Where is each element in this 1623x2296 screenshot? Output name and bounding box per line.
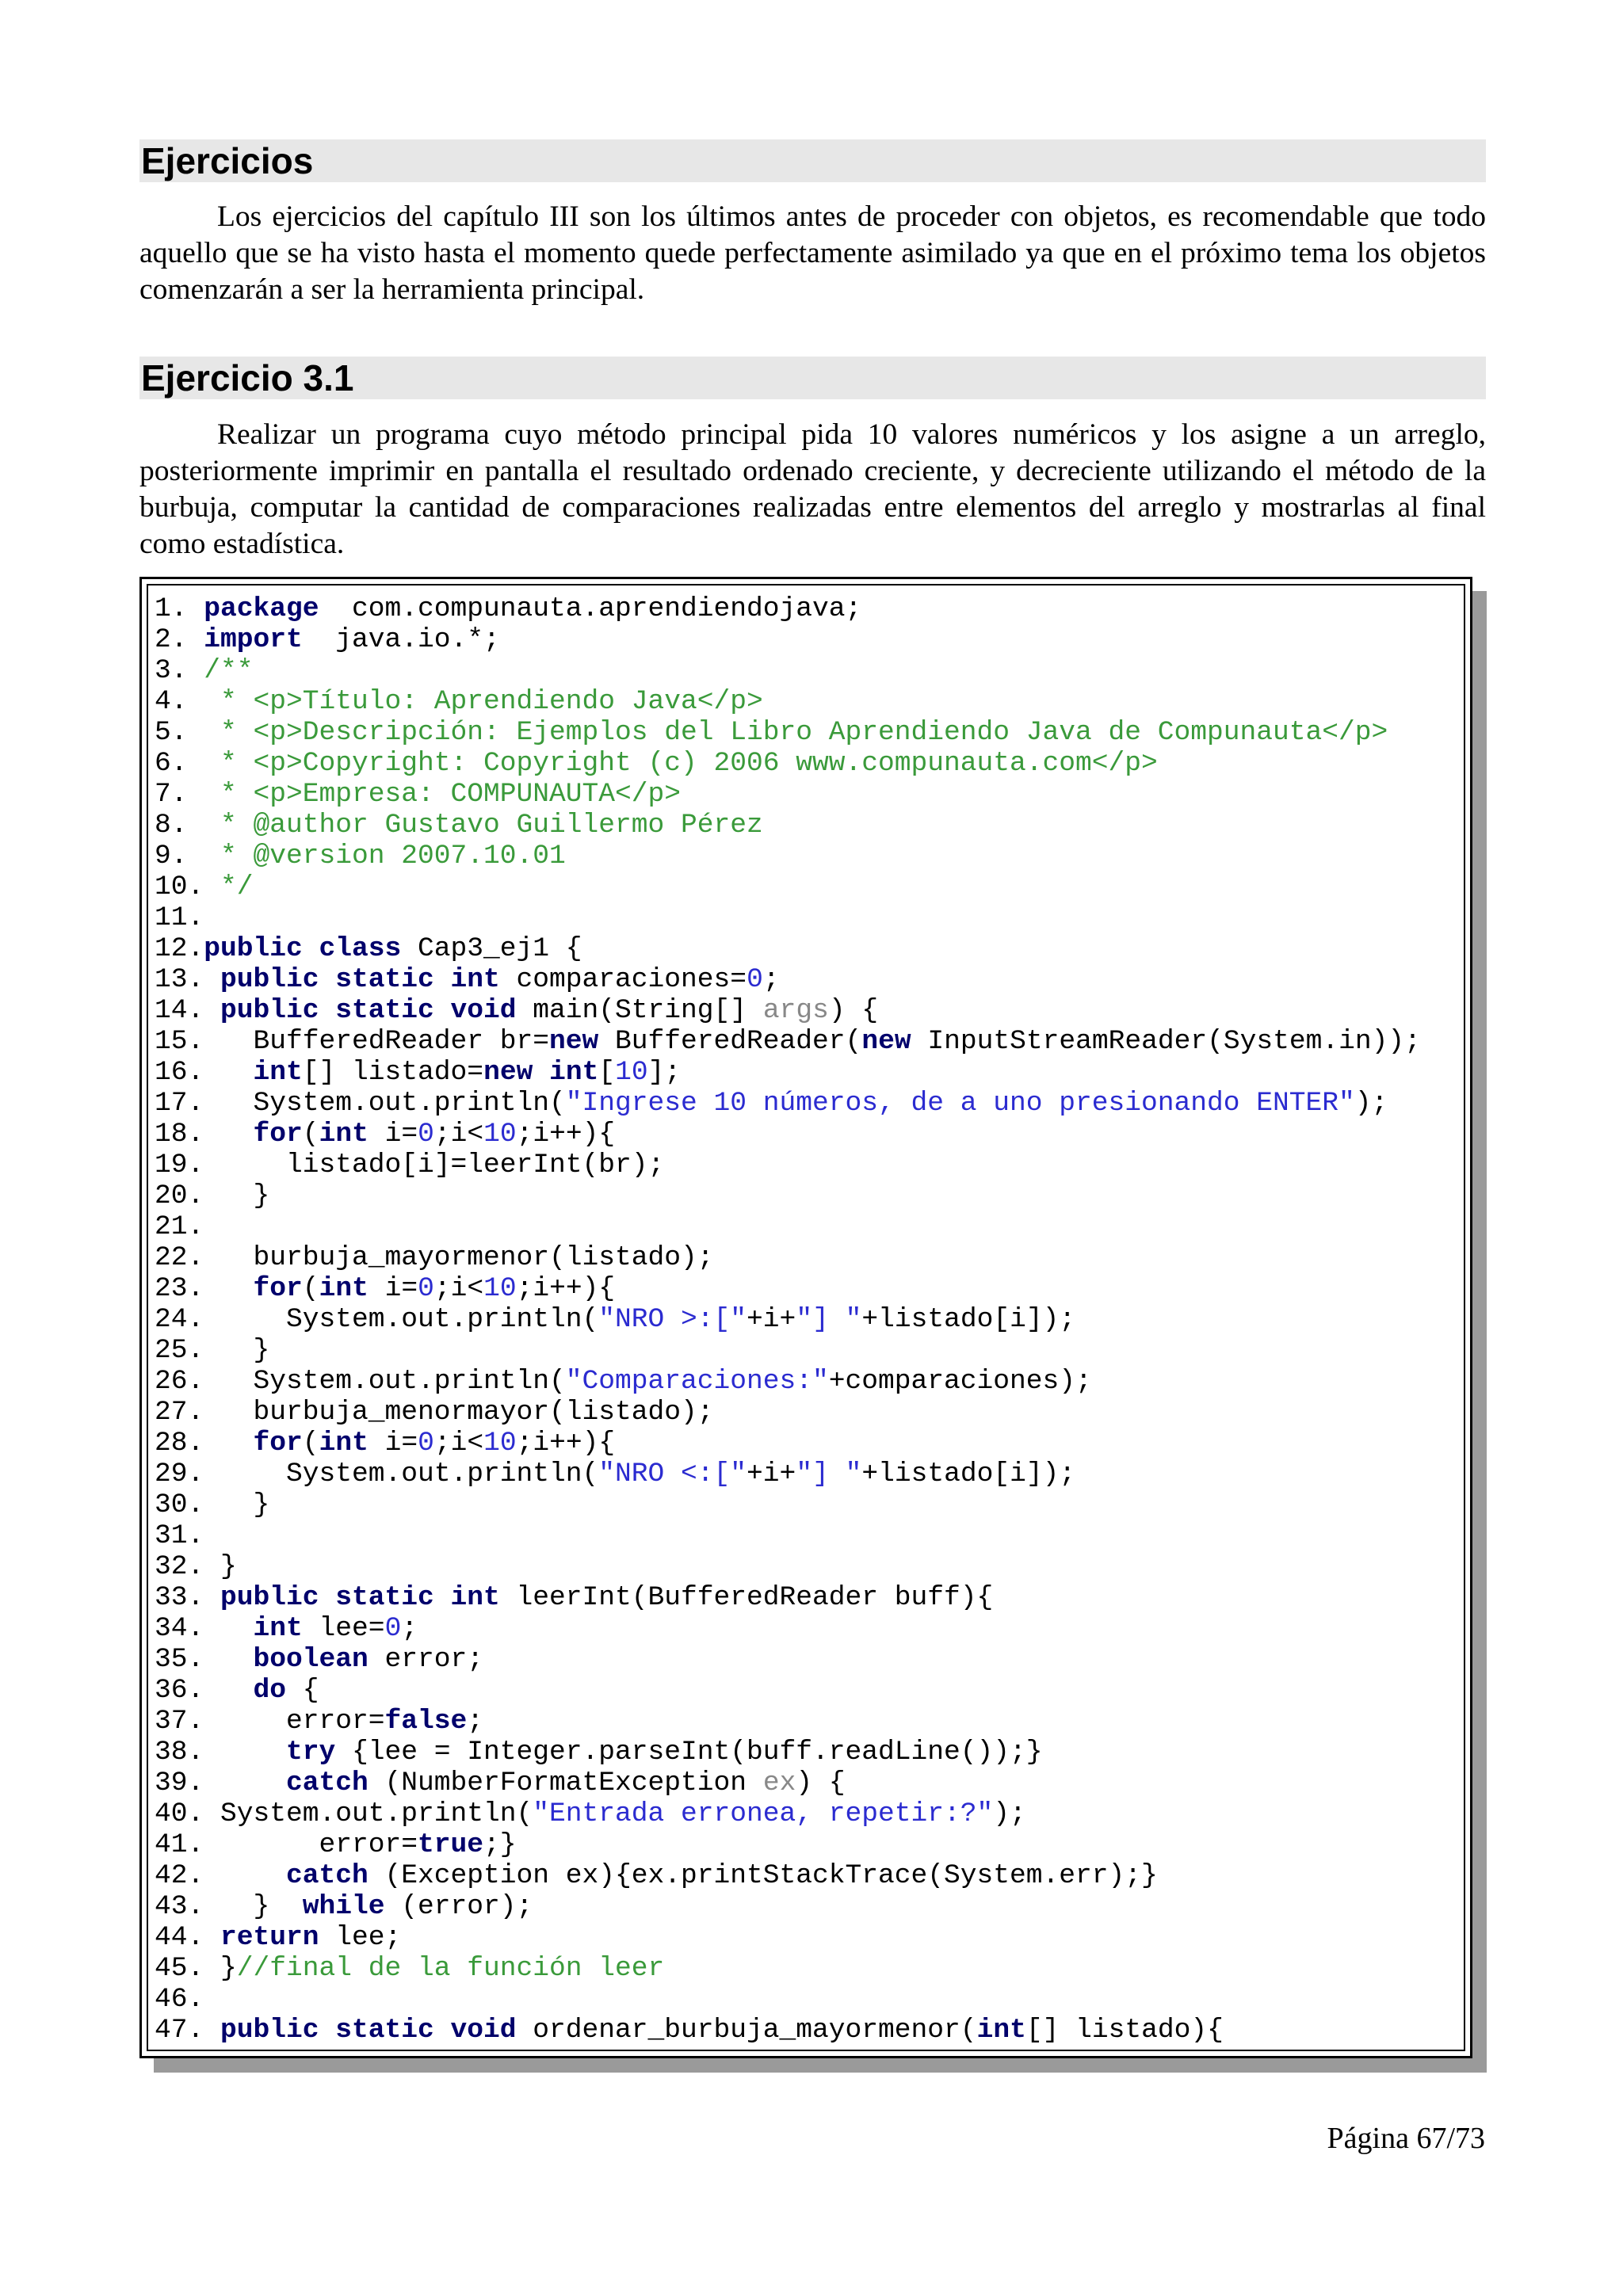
code-token: int xyxy=(319,1428,369,1459)
code-token: +listado[i]); xyxy=(861,1459,1076,1489)
code-token: "Comparaciones:" xyxy=(565,1366,829,1397)
line-number: 7. xyxy=(155,779,204,810)
line-number: 26. xyxy=(155,1366,204,1397)
code-listing-box xyxy=(139,577,1472,2058)
code-line xyxy=(155,1768,1421,1798)
code-token: ;i++){ xyxy=(516,1273,616,1304)
code-token: ;i< xyxy=(433,1119,484,1150)
code-token: */ xyxy=(220,871,254,902)
code-token: 0 xyxy=(384,1613,402,1644)
code-line xyxy=(155,1397,1421,1428)
code-token: [] listado= xyxy=(302,1057,484,1088)
code-token xyxy=(204,1860,286,1891)
line-number: 19. xyxy=(155,1150,204,1180)
code-token xyxy=(204,1428,253,1459)
line-number: 20. xyxy=(155,1180,204,1211)
code-token: return xyxy=(220,1922,319,1953)
code-line xyxy=(155,995,1421,1026)
code-token: +i+ xyxy=(747,1304,796,1335)
code-token: [] listado){ xyxy=(1025,2015,1224,2046)
code-token: ;i++){ xyxy=(516,1119,616,1150)
code-token: "NRO <:[" xyxy=(598,1459,747,1489)
code-token: 0 xyxy=(418,1119,434,1150)
code-token: +i+ xyxy=(747,1459,796,1489)
intro-paragraph: Los ejercicios del capítulo III son los últimos antes de proceder con objetos, es recomendable que todo aquello que se ha visto hasta el momento quede perfectamente asimilado ya que en el próximo tema los objetos comenzarán a ser la herramienta principal. xyxy=(139,200,1486,306)
code-token: while xyxy=(302,1891,385,1922)
code-line xyxy=(155,1984,1421,2015)
line-number: 30. xyxy=(155,1489,204,1520)
code-token: args xyxy=(762,995,829,1026)
line-number: 13. xyxy=(155,964,204,995)
code-token: ( xyxy=(302,1119,319,1150)
code-token: error= xyxy=(204,1706,385,1737)
line-number: 29. xyxy=(155,1459,204,1489)
code-token: ; xyxy=(467,1706,484,1737)
code-token: InputStreamReader(System.in)); xyxy=(911,1026,1421,1057)
line-number: 2. xyxy=(155,624,204,655)
code-token: error; xyxy=(368,1644,484,1675)
code-token: ordenar_burbuja_mayormenor( xyxy=(516,2015,977,2046)
code-line xyxy=(155,1119,1421,1150)
line-number: 34. xyxy=(155,1613,204,1644)
code-token xyxy=(204,2015,220,2046)
code-token: * <p>Descripción: Ejemplos del Libro Aprendiendo Java de Compunauta</p> xyxy=(204,717,1388,748)
code-token: * @author Gustavo Guillermo Pérez xyxy=(204,810,763,841)
code-line xyxy=(155,1088,1421,1119)
line-number: 10. xyxy=(155,871,221,902)
code-line xyxy=(155,593,1421,624)
code-line xyxy=(155,1489,1421,1520)
line-number: 17. xyxy=(155,1088,204,1119)
line-number: 22. xyxy=(155,1242,204,1273)
line-number: 28. xyxy=(155,1428,204,1459)
code-token xyxy=(533,1057,549,1088)
line-number: 47. xyxy=(155,2015,204,2046)
code-line xyxy=(155,1953,1421,1984)
code-token xyxy=(204,1922,220,1953)
code-line xyxy=(155,717,1421,748)
code-token: public static int xyxy=(220,964,500,995)
section-heading-ejercicios: Ejercicios xyxy=(139,139,1486,182)
line-number: 44. xyxy=(155,1922,204,1953)
code-token: new xyxy=(549,1026,599,1057)
code-token: * <p>Empresa: COMPUNAUTA</p> xyxy=(204,779,682,810)
code-token: "Entrada erronea, repetir:?" xyxy=(533,1798,994,1829)
code-token: lee; xyxy=(319,1922,402,1953)
code-token: } xyxy=(204,1551,237,1582)
line-number: 14. xyxy=(155,995,204,1026)
code-token xyxy=(204,1273,253,1304)
line-number: 5. xyxy=(155,717,204,748)
code-token: lee= xyxy=(302,1613,385,1644)
code-token xyxy=(204,1582,220,1613)
code-token: System.out.println( xyxy=(204,1304,599,1335)
code-token: System.out.println( xyxy=(204,1366,566,1397)
code-token: "] " xyxy=(796,1459,862,1489)
code-token xyxy=(204,1119,253,1150)
line-number: 43. xyxy=(155,1891,204,1922)
code-token xyxy=(204,1737,286,1768)
code-token: for xyxy=(253,1119,303,1150)
code-token: catch xyxy=(286,1768,369,1798)
line-number: 23. xyxy=(155,1273,204,1304)
code-token: public static void xyxy=(220,995,517,1026)
line-number: 33. xyxy=(155,1582,204,1613)
code-line xyxy=(155,748,1421,779)
code-token: comparaciones= xyxy=(499,964,747,995)
line-number: 45. xyxy=(155,1953,204,1984)
code-line xyxy=(155,655,1421,686)
code-token: 0 xyxy=(747,964,763,995)
code-token: int xyxy=(319,1273,369,1304)
code-line xyxy=(155,933,1421,964)
code-line xyxy=(155,1582,1421,1613)
section-heading-ejercicio-3-1: Ejercicio 3.1 xyxy=(139,357,1486,399)
code-token: public class xyxy=(204,933,402,964)
code-token: i= xyxy=(368,1273,418,1304)
code-token: 10 xyxy=(483,1273,517,1304)
line-number: 15. xyxy=(155,1026,204,1057)
code-token: int xyxy=(253,1057,303,1088)
code-token: } xyxy=(204,1489,270,1520)
code-line xyxy=(155,1273,1421,1304)
code-line xyxy=(155,779,1421,810)
code-token: burbuja_menormayor(listado); xyxy=(204,1397,714,1428)
code-token: (Exception ex){ex.printStackTrace(System.err);} xyxy=(368,1860,1158,1891)
line-number: 25. xyxy=(155,1335,204,1366)
code-line xyxy=(155,1520,1421,1551)
code-token: * <p>Título: Aprendiendo Java</p> xyxy=(204,686,763,717)
exercise-paragraph: Realizar un programa cuyo método principal pida 10 valores numéricos y los asigne a un arreglo, posteriormente imprimir en pantalla el resultado ordenado creciente, y decreciente utilizando el método de la burbuja, computar la cantidad de comparaciones realizadas entre elementos del arreglo y mostrarlas al final como estadística. xyxy=(139,418,1486,560)
code-token xyxy=(204,995,220,1026)
code-token: ;i< xyxy=(433,1273,484,1304)
line-number: 39. xyxy=(155,1768,204,1798)
code-token: (error); xyxy=(384,1891,533,1922)
line-number: 36. xyxy=(155,1675,204,1706)
code-line xyxy=(155,1706,1421,1737)
code-line xyxy=(155,964,1421,995)
code-token: ;} xyxy=(483,1829,517,1860)
code-line xyxy=(155,1026,1421,1057)
code-line xyxy=(155,1180,1421,1211)
code-token xyxy=(204,1768,286,1798)
code-token: } xyxy=(204,1180,270,1211)
line-number: 4. xyxy=(155,686,204,717)
code-line xyxy=(155,1675,1421,1706)
code-token: 0 xyxy=(418,1273,434,1304)
code-token: i= xyxy=(368,1119,418,1150)
code-token: com.compunauta.aprendiendojava; xyxy=(319,593,862,624)
code-token: { xyxy=(286,1675,319,1706)
code-token: (NumberFormatException xyxy=(368,1768,763,1798)
code-token: BufferedReader br= xyxy=(204,1026,550,1057)
code-line xyxy=(155,1737,1421,1768)
code-line xyxy=(155,1428,1421,1459)
line-number: 35. xyxy=(155,1644,204,1675)
line-number: 32. xyxy=(155,1551,204,1582)
code-line xyxy=(155,1829,1421,1860)
code-token: //final de la función leer xyxy=(236,1953,665,1984)
line-number: 37. xyxy=(155,1706,204,1737)
line-number: 41. xyxy=(155,1829,204,1860)
code-token: BufferedReader( xyxy=(598,1026,862,1057)
line-number: 8. xyxy=(155,810,204,841)
line-number: 46. xyxy=(155,1984,204,2015)
code-token: ( xyxy=(302,1428,319,1459)
code-listing-inner-border xyxy=(147,584,1465,2051)
code-token: int xyxy=(253,1613,303,1644)
code-token: ; xyxy=(762,964,780,995)
code-token: "NRO >:[" xyxy=(598,1304,747,1335)
line-number: 12. xyxy=(155,933,204,964)
code-token: } xyxy=(204,1891,303,1922)
code-token xyxy=(204,1057,253,1088)
code-token xyxy=(204,964,220,995)
code-token: Cap3_ej1 { xyxy=(401,933,582,964)
code-line xyxy=(155,1366,1421,1397)
code-token: ); xyxy=(993,1798,1026,1829)
code-token: do xyxy=(253,1675,287,1706)
code-token: try xyxy=(286,1737,336,1768)
code-token: for xyxy=(253,1428,303,1459)
code-token: package xyxy=(204,593,319,624)
line-number: 16. xyxy=(155,1057,204,1088)
code-token: 10 xyxy=(483,1428,517,1459)
code-line xyxy=(155,1613,1421,1644)
code-token: new xyxy=(483,1057,533,1088)
code-token: } xyxy=(204,1335,270,1366)
code-line xyxy=(155,1150,1421,1180)
code-token: } xyxy=(204,1953,237,1984)
code-token: System.out.println( xyxy=(204,1798,533,1829)
code-token: ex xyxy=(762,1768,796,1798)
code-token xyxy=(204,1613,253,1644)
code-line xyxy=(155,624,1421,655)
line-number: 40. xyxy=(155,1798,204,1829)
line-number: 1. xyxy=(155,593,204,624)
line-number: 38. xyxy=(155,1737,204,1768)
code-token: System.out.println( xyxy=(204,1088,566,1119)
code-token: /** xyxy=(204,655,254,686)
code-token: "Ingrese 10 números, de a uno presionando ENTER" xyxy=(565,1088,1355,1119)
code-line xyxy=(155,1860,1421,1891)
code-token: {lee = Integer.parseInt(buff.readLine());} xyxy=(335,1737,1043,1768)
code-line xyxy=(155,841,1421,871)
code-token: boolean xyxy=(253,1644,369,1675)
code-line xyxy=(155,1644,1421,1675)
code-token: "] " xyxy=(796,1304,862,1335)
code-token xyxy=(204,1675,253,1706)
code-token: leerInt(BufferedReader buff){ xyxy=(499,1582,994,1613)
code-token: int xyxy=(976,2015,1026,2046)
code-line xyxy=(155,2015,1421,2046)
line-number: 27. xyxy=(155,1397,204,1428)
code-line xyxy=(155,1891,1421,1922)
code-token: main(String[] xyxy=(516,995,763,1026)
code-line xyxy=(155,1459,1421,1489)
code-listing xyxy=(155,593,1421,2046)
code-line xyxy=(155,1551,1421,1582)
code-token: ) { xyxy=(828,995,879,1026)
code-token: import xyxy=(204,624,303,655)
code-token: for xyxy=(253,1273,303,1304)
code-token: int xyxy=(549,1057,599,1088)
code-token: burbuja_mayormenor(listado); xyxy=(204,1242,714,1273)
code-token: ); xyxy=(1354,1088,1388,1119)
code-line xyxy=(155,1057,1421,1088)
code-token: +comparaciones); xyxy=(828,1366,1092,1397)
code-token: 10 xyxy=(483,1119,517,1150)
code-token: ]; xyxy=(647,1057,682,1088)
code-line xyxy=(155,1211,1421,1242)
code-token: 10 xyxy=(615,1057,648,1088)
code-token: ;i< xyxy=(433,1428,484,1459)
line-number: 3. xyxy=(155,655,204,686)
code-token: catch xyxy=(286,1860,369,1891)
code-line xyxy=(155,871,1421,902)
line-number: 42. xyxy=(155,1860,204,1891)
code-token: listado[i]=leerInt(br); xyxy=(204,1150,665,1180)
code-token: public static int xyxy=(220,1582,500,1613)
code-token: * @version 2007.10.01 xyxy=(204,841,566,871)
code-token: System.out.println( xyxy=(204,1459,599,1489)
code-token: error= xyxy=(204,1829,418,1860)
code-line xyxy=(155,1335,1421,1366)
code-token: java.io.*; xyxy=(302,624,500,655)
code-token: int xyxy=(319,1119,369,1150)
line-number: 21. xyxy=(155,1211,204,1242)
code-token: +listado[i]); xyxy=(861,1304,1076,1335)
code-line xyxy=(155,1242,1421,1273)
code-token xyxy=(204,1644,253,1675)
code-line xyxy=(155,1922,1421,1953)
code-token: * <p>Copyright: Copyright (c) 2006 www.compunauta.com</p> xyxy=(204,748,1158,779)
code-token: ) { xyxy=(796,1768,846,1798)
line-number: 24. xyxy=(155,1304,204,1335)
code-line xyxy=(155,810,1421,841)
code-token: false xyxy=(384,1706,468,1737)
line-number: 18. xyxy=(155,1119,204,1150)
code-line xyxy=(155,686,1421,717)
line-number: 6. xyxy=(155,748,204,779)
code-token: ;i++){ xyxy=(516,1428,616,1459)
code-token: i= xyxy=(368,1428,418,1459)
code-token: ; xyxy=(401,1613,418,1644)
line-number: 11. xyxy=(155,902,204,933)
line-number: 31. xyxy=(155,1520,204,1551)
code-token: new xyxy=(861,1026,911,1057)
code-token: public static void xyxy=(220,2015,517,2046)
code-token: ( xyxy=(302,1273,319,1304)
code-token: 0 xyxy=(418,1428,434,1459)
code-line xyxy=(155,1798,1421,1829)
line-number: 9. xyxy=(155,841,204,871)
code-token: true xyxy=(418,1829,484,1860)
code-line xyxy=(155,1304,1421,1335)
code-line xyxy=(155,902,1421,933)
page-number: Página 67/73 xyxy=(1327,2122,1485,2155)
code-token: [ xyxy=(598,1057,616,1088)
